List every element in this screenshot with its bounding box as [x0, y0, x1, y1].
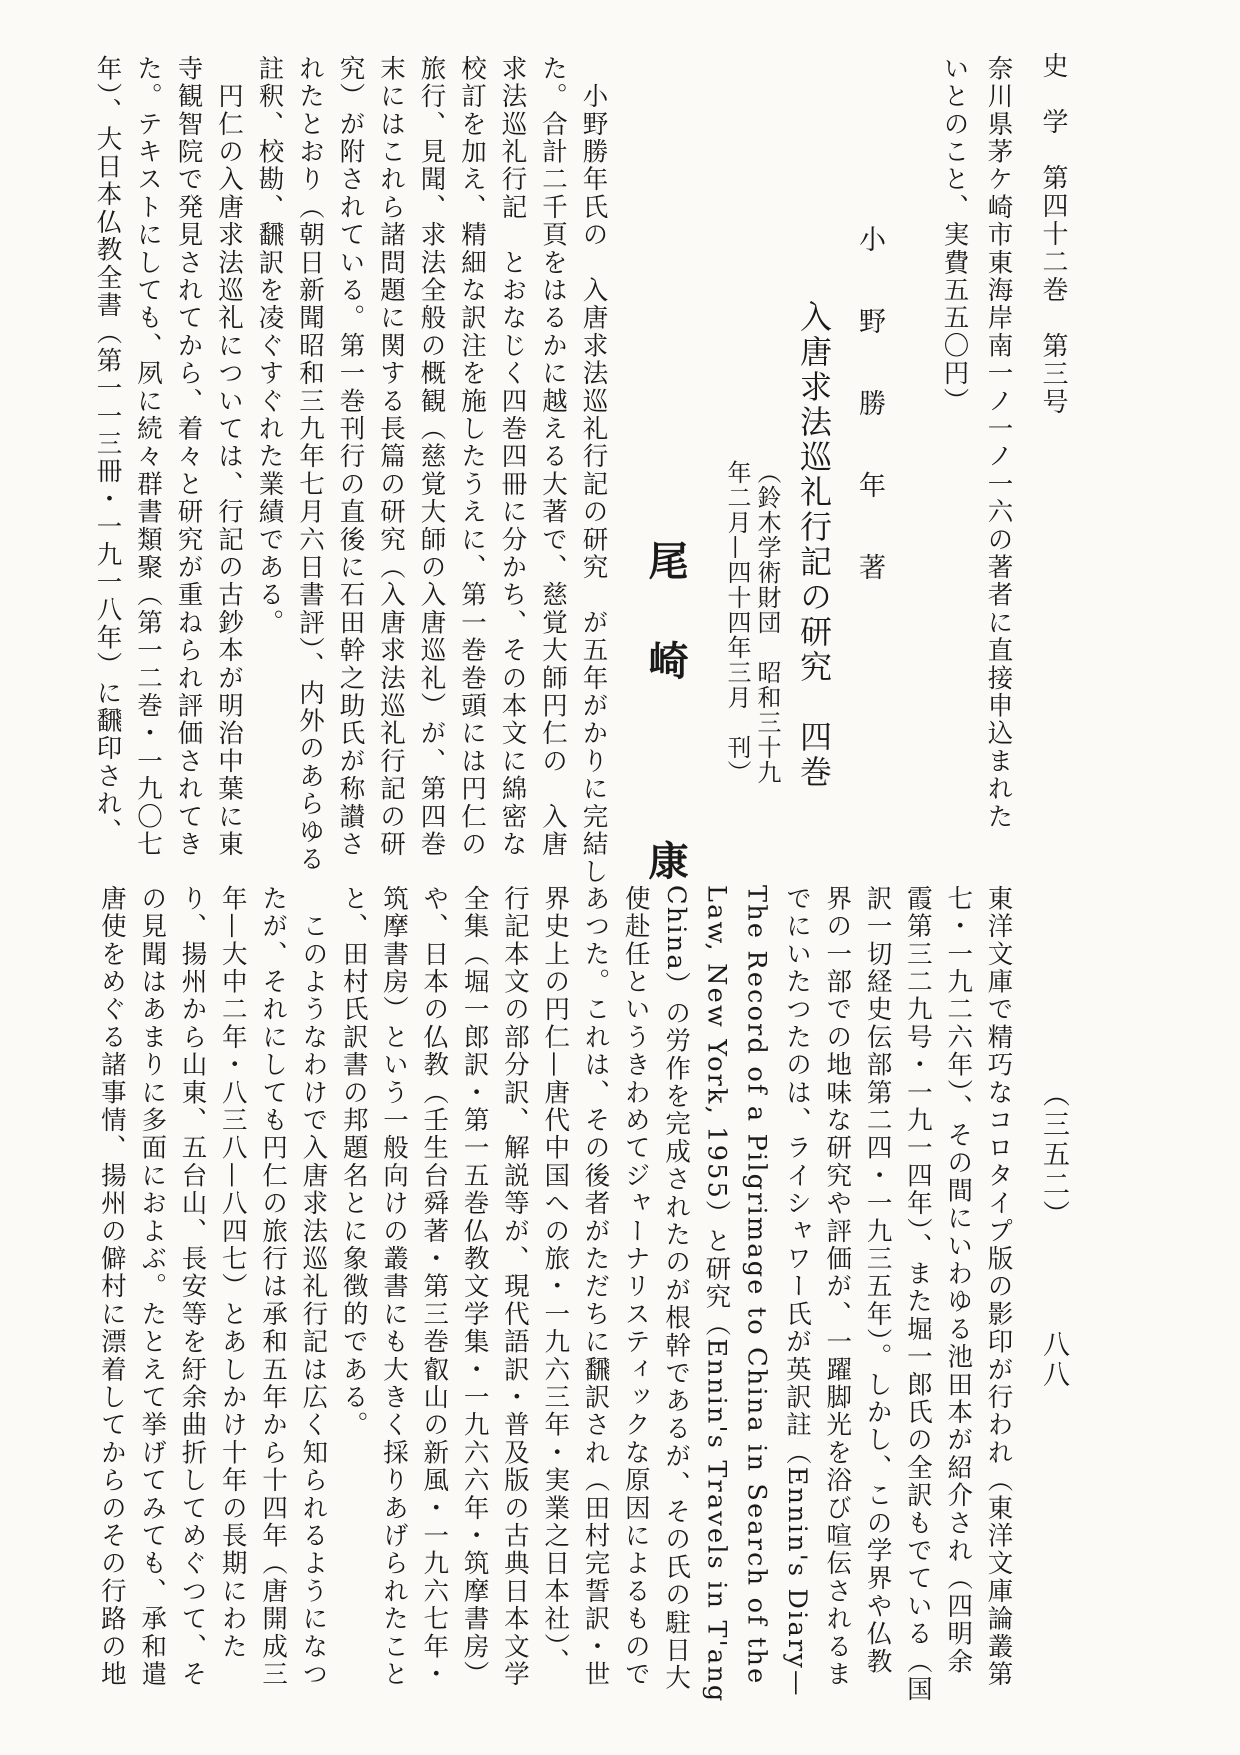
text-column: 七・一九二六年）、その間にいわゆる池田本が紹介され（四明余	[943, 885, 974, 1676]
text-column: と、田村氏訳書の邦題名とに象徴的である。	[338, 885, 369, 1439]
text-column: た。合計二千頁をはるかに越える大著で、慈覚大師円仁の 入唐	[538, 55, 568, 859]
text-column: 年—大中二年・八三八—八四七）とあしかけ十年の長期にわた	[217, 885, 248, 1661]
book-author: 小 野 勝 年 著	[854, 225, 885, 594]
text-column: Law, New York, 1955）と研究（Ennin's Travels in T'ang	[701, 885, 732, 1704]
text-column: このようなわけで入唐求法巡礼行記は広く知られるようになつ	[298, 885, 329, 1689]
reviewer-name: 尾崎 康	[642, 540, 689, 940]
text-column: れたとおり（朝日新聞昭和三九年七月六日書評）、内外のあらゆる	[295, 55, 325, 874]
book-title: 入唐求法巡礼行記の研究 四巻	[795, 300, 833, 790]
text-column: 末にはこれら諸問題に関する長篇の研究（入唐求法巡礼行記の研	[376, 55, 406, 859]
text-column: 校訂を加え、精細な訳注を施したうえに、第一巻巻頭には円仁の	[457, 55, 487, 859]
text-column: 唐使をめぐる諸事情、揚州の僻村に漂着してからのその行路の地	[96, 885, 127, 1689]
text-column: 全集（堀一郎訳・第一五巻仏教文学集・一九六六年・筑摩書房）	[459, 885, 490, 1689]
text-column: でにいたつたのは、ライシャワー氏が英訳註（Ennin's Diary—	[782, 885, 812, 1698]
text-column: 訳一切経史伝部第二四・一九三五年）。しかし、この学界や仏教	[862, 885, 893, 1676]
text-column: 筑摩書房）という一般向けの叢書にも大きく採りあげられたこと	[379, 885, 409, 1689]
page-number-kanji: （三五二）	[1038, 1080, 1069, 1230]
text-column: 東洋文庫で精巧なコロタイプ版の影印が行われ（東洋文庫論叢第	[983, 885, 1014, 1689]
text-column: あつた。これは、その後者がただちに飜訳され（田村完誓訳・世	[580, 885, 611, 1689]
text-column: 界の一部での地味な研究や評価が、一躍脚光を浴び喧伝されるま	[822, 885, 853, 1689]
text-column: 円仁の入唐求法巡礼については、行記の古鈔本が明治中葉に東	[214, 55, 244, 859]
text-column: 行記本文の部分訳、解説等が、現代語訳・普及版の古典日本文学	[499, 885, 530, 1689]
text-column: の見聞はあまりに多面におよぶ。たとえて挙げてみても、承和遣	[137, 885, 168, 1689]
text-column: た。テキストにしても、夙に続々群書類聚（第一二巻・一九〇七	[133, 55, 163, 859]
text-column: 界史上の円仁—唐代中国への旅・一九六三年・実業之日本社）、	[540, 885, 571, 1676]
text-column: 小野勝年氏の 入唐求法巡礼行記の研究 が五年がかりに完結し	[578, 55, 609, 886]
text-column: China）の労作を完成されたのが根幹であるが、その氏の駐日大	[661, 885, 692, 1692]
publisher-line-1: （鈴木学術財団 昭和三十九	[753, 460, 781, 785]
text-column: 求法巡礼行記 とおなじく四巻四冊に分かち、その本文に綿密な	[497, 55, 528, 859]
page-number: 八八	[1038, 1330, 1069, 1390]
text-column: 寺観智院で発見されてから、着々と研究が重ねられ評価されてき	[173, 55, 204, 859]
text-column: The Record of a Pilgrimage to China in Search of the	[741, 885, 772, 1686]
text-column: 註釈、校勘、飜訳を凌ぐすぐれた業績である。	[254, 55, 285, 637]
running-head: 史 学 第四十二巻 第三号	[1038, 52, 1068, 416]
text-column: り、揚州から山東、五台山、長安等を紆余曲折してめぐつて、そ	[177, 885, 208, 1689]
text-column: や、日本の仏教（壬生台舜著・第三巻叡山の新風・一九六七年・	[419, 885, 450, 1689]
text-column: 究）が附されている。第一巻刊行の直後に石田幹之助氏が称讃さ	[335, 55, 366, 859]
text-column: 奈川県茅ケ崎市東海岸南一ノ一ノ一六の著者に直接申込まれた	[983, 55, 1014, 831]
text-column: 旅行、見聞、求法全般の概観（慈覚大師の入唐巡礼）が、第四巻	[416, 55, 447, 859]
publisher-line-2: 年二月—四十四年三月 刊）	[723, 460, 751, 785]
text-column: 年）、大日本仏教全書（第一一三冊・一九一八年）に飜印され、	[92, 55, 123, 846]
text-column: たが、それにしても円仁の旅行は承和五年から十四年（唐開成三	[258, 885, 289, 1689]
text-column: いとのこと、実費五五〇円）	[939, 55, 970, 416]
text-column: 使赴任というきわめてジャーナリスティックな原因によるもので	[620, 885, 651, 1689]
text-column: 霞第三二九号・一九一四年）、また堀一郎氏の全訳もでている（国	[902, 885, 933, 1704]
